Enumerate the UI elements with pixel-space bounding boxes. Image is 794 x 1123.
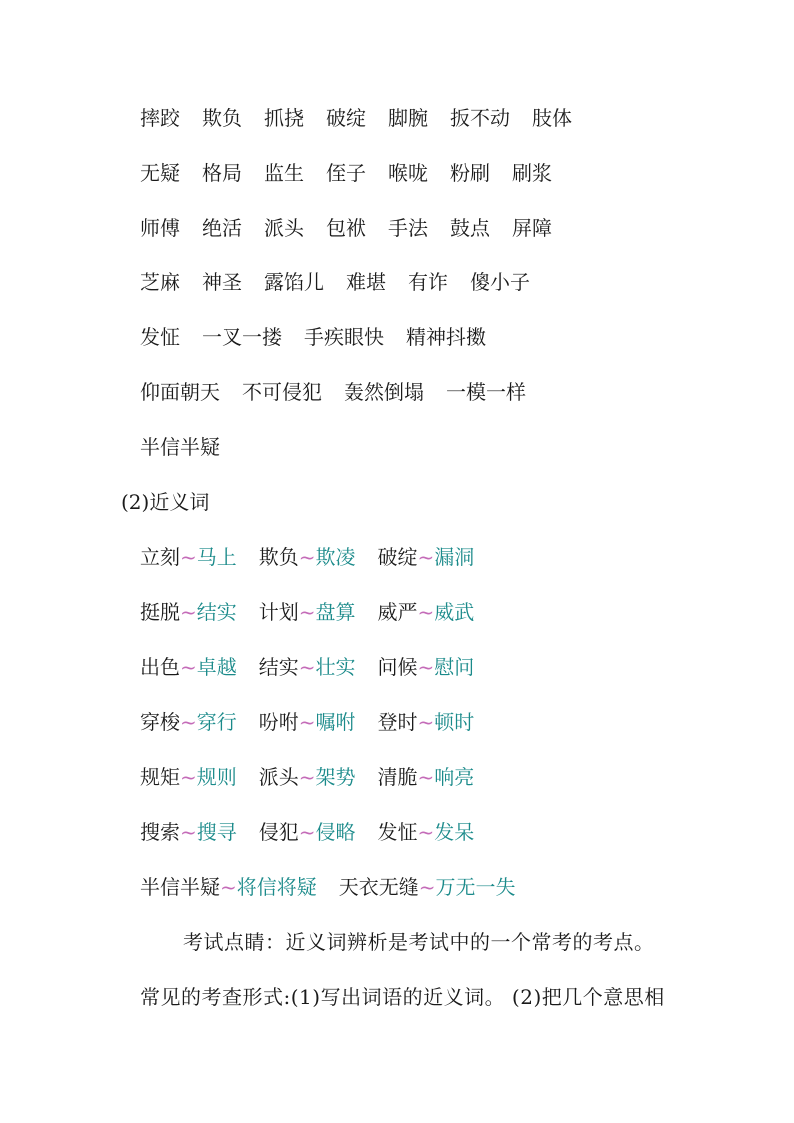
synonym-pair (140, 600, 237, 624)
source-word: 吩咐 (258, 710, 299, 734)
vocabulary-word: 脚腕 (388, 106, 428, 130)
vocabulary-word: 绝活 (202, 216, 242, 240)
vocabulary-word: 发怔 (140, 325, 180, 349)
source-word: 出色 (140, 655, 180, 679)
vocabulary-word: 不可侵犯 (242, 380, 322, 404)
vocabulary-word: 神圣 (202, 270, 242, 294)
source-word: 发怔 (377, 820, 418, 844)
synonym-pair (140, 655, 237, 679)
vocabulary-word: 派头 (264, 216, 304, 240)
vocabulary-word: 粉刷 (450, 161, 490, 185)
synonym-pair (259, 710, 356, 734)
word-row (140, 106, 572, 130)
word-row (140, 161, 552, 185)
tilde-separator: ~ (417, 655, 435, 679)
synonym-word: 搜寻 (196, 820, 237, 844)
vocabulary-word: 屏障 (512, 216, 552, 240)
source-word: 搜索 (140, 820, 180, 844)
synonym-word: 欺凌 (315, 545, 356, 569)
synonym-word: 结实 (196, 600, 237, 624)
synonym-pair (140, 875, 317, 899)
source-word: 欺负 (258, 545, 299, 569)
tilde-separator: ~ (180, 600, 197, 624)
synonym-row (140, 655, 474, 679)
vocabulary-word: 无疑 (140, 161, 180, 185)
synonym-word: 穿行 (196, 710, 237, 734)
tilde-separator: ~ (220, 875, 237, 899)
vocabulary-word: 手法 (388, 216, 428, 240)
source-word: 规矩 (140, 765, 180, 789)
synonym-word: 万无一失 (435, 875, 516, 899)
synonym-pair (378, 765, 475, 789)
synonym-word: 将信将疑 (236, 875, 317, 899)
source-word: 挺脱 (140, 600, 180, 624)
synonym-pair (378, 545, 475, 569)
tilde-separator: ~ (180, 545, 197, 569)
synonym-word: 发呆 (434, 820, 475, 844)
synonym-word: 嘱咐 (315, 710, 356, 734)
vocabulary-word: 扳不动 (450, 106, 510, 130)
synonym-pair (378, 600, 475, 624)
vocabulary-word: 师傅 (140, 216, 180, 240)
word-row (140, 270, 530, 294)
synonym-word: 壮实 (315, 655, 356, 679)
tilde-separator: ~ (180, 820, 197, 844)
source-word: 威严 (377, 600, 418, 624)
vocabulary-word: 芝麻 (140, 270, 180, 294)
vocabulary-word: 轰然倒塌 (344, 380, 424, 404)
vocabulary-word: 肢体 (532, 106, 572, 130)
tilde-separator: ~ (298, 765, 316, 789)
synonym-pair (140, 545, 237, 569)
vocabulary-word: 半信半疑 (140, 435, 220, 459)
synonym-heading: (2)近义词 (121, 490, 210, 514)
vocabulary-word: 鼓点 (450, 216, 490, 240)
synonym-pair (259, 600, 356, 624)
exam-tip-line-1: 考试点睛：近义词辨析是考试中的一个常考的考点。 (183, 930, 655, 954)
vocabulary-word: 难堪 (346, 270, 386, 294)
tilde-separator: ~ (417, 600, 435, 624)
synonym-word: 马上 (196, 545, 237, 569)
synonym-word: 响亮 (434, 765, 475, 789)
exam-tip-line-2: 常见的考查形式:(1)写出词语的近义词。 (2)把几个意思相 (140, 985, 665, 1009)
synonym-pair (259, 820, 356, 844)
synonym-word: 盘算 (315, 600, 356, 624)
tilde-separator: ~ (298, 545, 316, 569)
synonym-word: 漏洞 (434, 545, 475, 569)
synonym-pair (339, 875, 516, 899)
synonym-pair (140, 820, 237, 844)
vocabulary-word: 格局 (202, 161, 242, 185)
synonym-word: 威武 (434, 600, 475, 624)
vocabulary-word: 喉咙 (388, 161, 428, 185)
synonym-pair (378, 710, 475, 734)
vocabulary-word: 仰面朝天 (140, 380, 220, 404)
tilde-separator: ~ (298, 710, 316, 734)
source-word: 问候 (377, 655, 418, 679)
tilde-separator: ~ (418, 875, 436, 899)
synonym-word: 侵略 (315, 820, 356, 844)
source-word: 计划 (258, 600, 299, 624)
vocabulary-word: 侄子 (326, 161, 366, 185)
vocabulary-word: 刷浆 (512, 161, 552, 185)
synonym-row (140, 600, 474, 624)
word-row (140, 435, 220, 459)
synonym-word: 慰问 (434, 655, 475, 679)
vocabulary-word: 精神抖擞 (406, 325, 486, 349)
tilde-separator: ~ (298, 655, 316, 679)
tilde-separator: ~ (298, 600, 316, 624)
word-row (140, 216, 552, 240)
synonym-word: 规则 (196, 765, 237, 789)
source-word: 穿梭 (140, 710, 180, 734)
vocabulary-word: 监生 (264, 161, 304, 185)
synonym-pair (259, 545, 356, 569)
tilde-separator: ~ (180, 710, 197, 734)
synonym-pair (140, 710, 237, 734)
tilde-separator: ~ (298, 820, 316, 844)
word-row (140, 325, 486, 349)
synonym-row (140, 710, 474, 734)
synonym-pair (378, 655, 475, 679)
tilde-separator: ~ (417, 765, 435, 789)
synonym-row (140, 545, 474, 569)
vocabulary-word: 包袱 (326, 216, 366, 240)
synonym-row (140, 765, 474, 789)
tilde-separator: ~ (417, 820, 435, 844)
vocabulary-word: 破绽 (326, 106, 366, 130)
source-word: 结实 (258, 655, 299, 679)
source-word: 天衣无缝 (338, 875, 419, 899)
tilde-separator: ~ (417, 710, 435, 734)
synonym-pair (259, 765, 356, 789)
source-word: 半信半疑 (140, 875, 220, 899)
synonym-row (140, 875, 516, 899)
source-word: 清脆 (377, 765, 418, 789)
source-word: 立刻 (140, 545, 180, 569)
vocabulary-word: 手疾眼快 (304, 325, 384, 349)
synonym-word: 架势 (315, 765, 356, 789)
tilde-separator: ~ (180, 765, 197, 789)
vocabulary-word: 摔跤 (140, 106, 180, 130)
source-word: 侵犯 (258, 820, 299, 844)
tilde-separator: ~ (180, 655, 197, 679)
vocabulary-word: 抓挠 (264, 106, 304, 130)
synonym-word: 顿时 (434, 710, 475, 734)
vocabulary-word: 一叉一搂 (202, 325, 282, 349)
tilde-separator: ~ (417, 545, 435, 569)
vocabulary-word: 一模一样 (446, 380, 526, 404)
source-word: 派头 (258, 765, 299, 789)
vocabulary-word: 傻小子 (470, 270, 530, 294)
vocabulary-word: 欺负 (202, 106, 242, 130)
vocabulary-word: 露馅儿 (264, 270, 324, 294)
vocabulary-word: 有诈 (408, 270, 448, 294)
synonym-row (140, 820, 474, 844)
word-row (140, 380, 526, 404)
synonym-word: 卓越 (196, 655, 237, 679)
source-word: 登时 (377, 710, 418, 734)
source-word: 破绽 (377, 545, 418, 569)
synonym-pair (259, 655, 356, 679)
synonym-pair (378, 820, 475, 844)
synonym-pair (140, 765, 237, 789)
